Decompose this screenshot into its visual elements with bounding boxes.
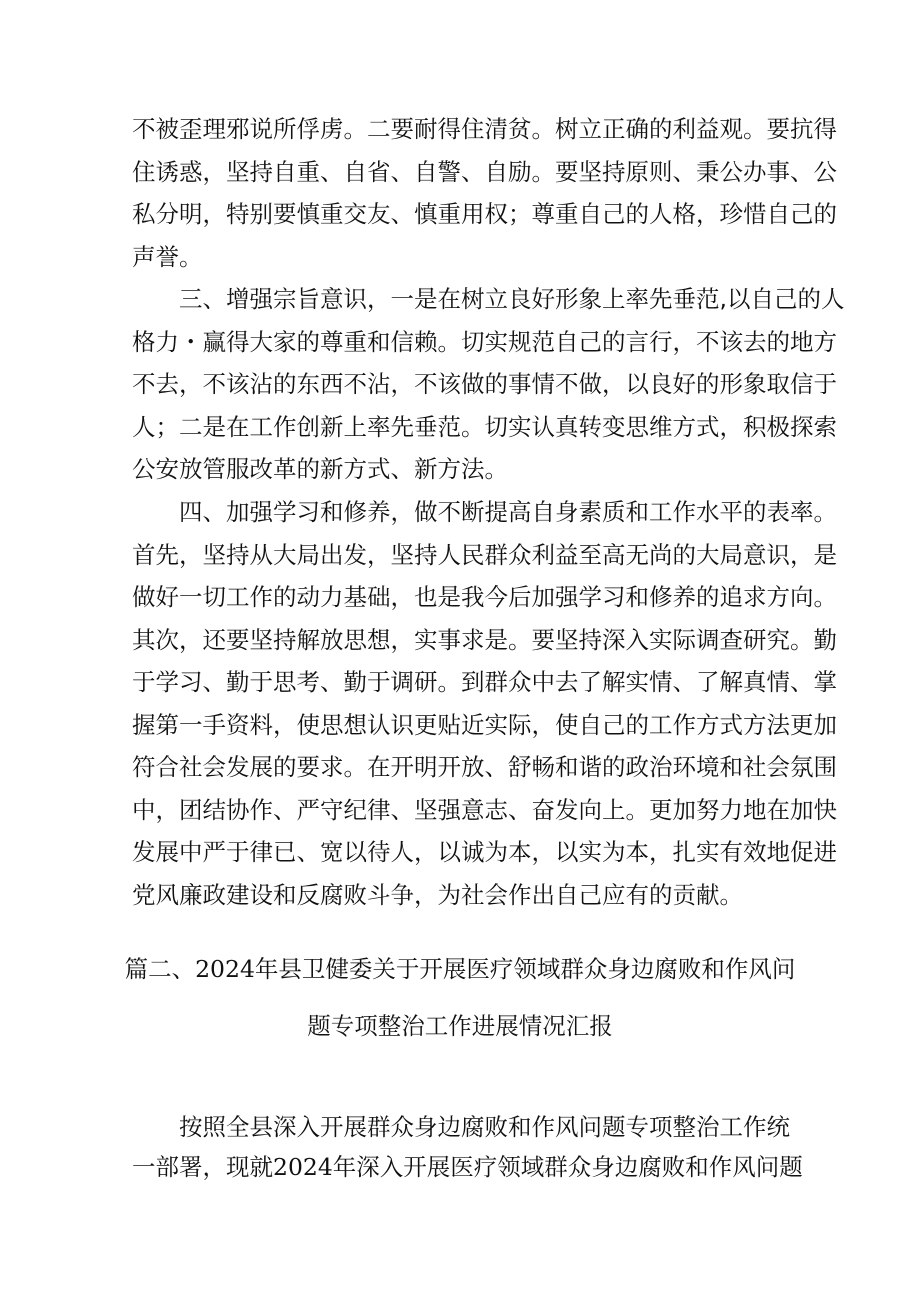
text-line: 中，团结协作、严守纪律、坚强意志、奋发向上。更加努力地在加快 — [132, 795, 837, 824]
text-line: 发展中严于律已、宽以待人，以诚为本，以实为本，扎实有效地促进 — [132, 838, 837, 866]
text-line: 三、增强宗旨意识，一是在树立良好形象上率先垂范,以自己的人 — [132, 285, 845, 313]
text-line: 党风廉政建设和反腐败斗争，为社会作出自己应有的贡献。 — [132, 880, 743, 909]
text-line: 做好一切工作的动力基础，也是我今后加强学习和修养的追求方向。 — [132, 583, 837, 611]
text-line: 不被歪理邪说所俘虏。二要耐得住清贫。树立正确的利益观。要抗得 — [132, 115, 837, 143]
text-line: 公安放管服改革的新方式、新方法。 — [132, 455, 508, 483]
paragraph-4 — [132, 1107, 803, 1187]
text-line: 不去，不该沾的东西不沾，不该做的事情不做，以良好的形象取信于 — [132, 370, 837, 398]
paragraph-2 — [132, 278, 845, 491]
section-heading-line-1: 篇二、2024年县卫健委关于开展医疗领域群众身边腐败和作风问 — [124, 955, 796, 983]
text-line: 人；二是在工作创新上率先垂范。切实认真转变思维方式，积极探索 — [132, 412, 837, 441]
paragraph-1 — [132, 108, 837, 278]
text-line: 私分明，特别要慎重交友、慎重用权；尊重自己的人格，珍惜自己的 — [132, 200, 837, 228]
section-heading-line-2: 题专项整治工作进展情况汇报 — [307, 1012, 613, 1040]
text-line: 符合社会发展的要求。在开明开放、舒畅和谐的政治环境和社会氛围 — [132, 753, 837, 781]
text-line: 声誉。 — [132, 242, 203, 271]
text-line: 于学习、勤于思考、勤于调研。到群众中去了解实情、了解真情、掌 — [132, 668, 837, 696]
text-line: 握第一手资料，使思想认识更贴近实际，使自己的工作方式方法更加 — [132, 710, 837, 739]
text-line: 一部署，现就2024年深入开展医疗领域群众身边腐败和作风问题 — [132, 1153, 803, 1181]
text-line: 其次，还要坚持解放思想，实事求是。要坚持深入实际调查研究。勤 — [132, 625, 837, 654]
text-line: 四、加强学习和修养，做不断提高自身素质和工作水平的表率。 — [132, 498, 837, 526]
text-line: 首先，坚持从大局出发，坚持人民群众利益至高无尚的大局意识，是 — [132, 540, 837, 569]
text-line: 住诱惑，坚持自重、自省、自警、自励。要坚持原则、秉公办事、公 — [132, 157, 837, 186]
text-line: 格力・赢得大家的尊重和信赖。切实规范自己的言行，不该去的地方 — [132, 327, 837, 356]
paragraph-3 — [132, 491, 837, 916]
text-line: 按照全县深入开展群众身边腐败和作风问题专项整治工作统 — [132, 1113, 790, 1141]
